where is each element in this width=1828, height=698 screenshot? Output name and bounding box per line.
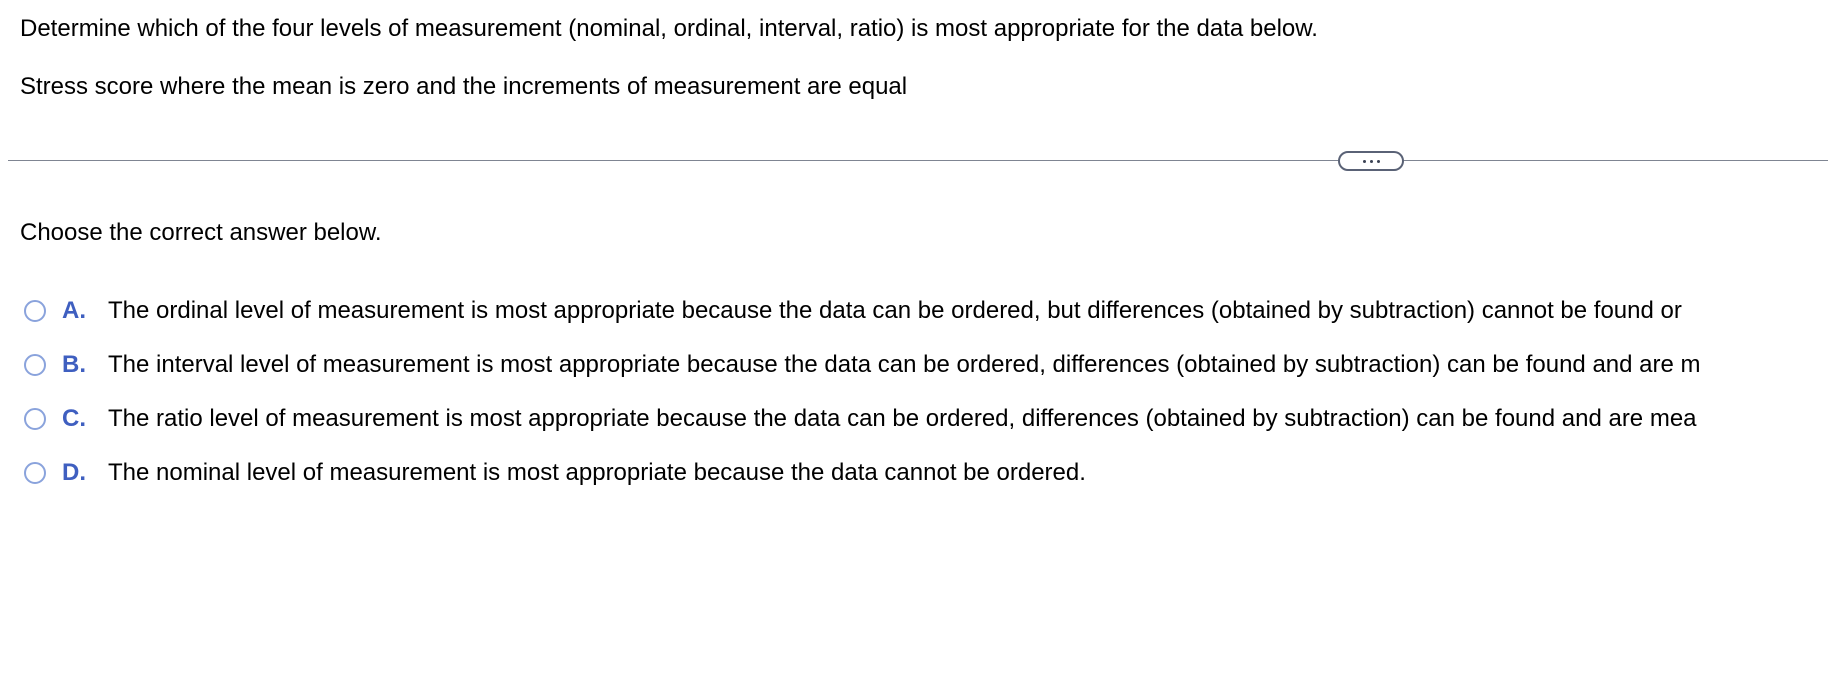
- question-instruction: Determine which of the four levels of measurement (nominal, ordinal, interval, ratio) is most appropriate for the data below.: [20, 15, 1318, 42]
- expand-more-button[interactable]: [1338, 151, 1404, 171]
- section-divider: [8, 150, 1828, 172]
- option-text: The nominal level of measurement is most appropriate because the data cannot be ordered.: [108, 459, 1086, 486]
- ellipsis-icon: [1363, 160, 1366, 163]
- answer-option-c[interactable]: [24, 402, 1828, 436]
- ellipsis-icon: [1377, 160, 1380, 163]
- option-letter: A.: [62, 297, 86, 324]
- radio-button-b[interactable]: [24, 354, 46, 376]
- answer-option-d[interactable]: [24, 456, 1828, 490]
- answer-option-a[interactable]: [24, 294, 1828, 328]
- ellipsis-icon: [1370, 160, 1373, 163]
- divider-line: [8, 160, 1828, 161]
- question-data-description: Stress score where the mean is zero and the increments of measurement are equal: [20, 73, 908, 100]
- radio-button-a[interactable]: [24, 300, 46, 322]
- answer-prompt: Choose the correct answer below.: [20, 219, 382, 246]
- option-letter: B.: [62, 351, 86, 378]
- option-text: The ordinal level of measurement is most appropriate because the data can be ordered, but differences (obtained by subtraction) cannot be found or: [108, 297, 1682, 324]
- option-text: The ratio level of measurement is most appropriate because the data can be ordered, differences (obtained by subtraction) can be found and are mea: [108, 405, 1697, 432]
- radio-button-c[interactable]: [24, 408, 46, 430]
- option-text: The interval level of measurement is most appropriate because the data can be ordered, differences (obtained by subtraction) can be found and are m: [108, 351, 1701, 378]
- option-letter: C.: [62, 405, 86, 432]
- answer-option-b[interactable]: [24, 348, 1828, 382]
- option-letter: D.: [62, 459, 86, 486]
- radio-button-d[interactable]: [24, 462, 46, 484]
